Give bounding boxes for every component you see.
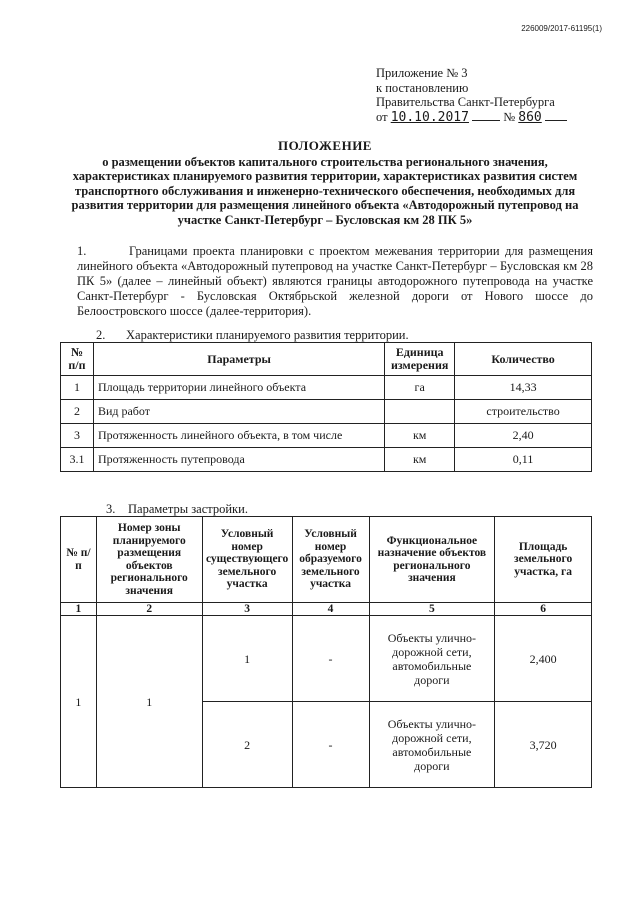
- cell-param: Протяженность путепровода: [93, 448, 384, 472]
- cell-area: 2,400: [495, 616, 592, 702]
- table-row: [61, 376, 592, 400]
- number-prefix: №: [503, 109, 516, 124]
- cell-existing-plot: 2: [202, 702, 292, 788]
- cell-formed-plot: -: [292, 616, 369, 702]
- document-title: [60, 139, 590, 227]
- appendix-line-1: Приложение № 3: [376, 66, 468, 80]
- cell-unit: га: [385, 376, 455, 400]
- cell-unit: км: [385, 424, 455, 448]
- cell-unit: [385, 400, 455, 424]
- column-number-row: [61, 603, 592, 616]
- header-purpose: Функциональное назначение объектов регионального значения: [369, 517, 495, 603]
- section-1-paragraph: [77, 244, 593, 319]
- header-formed-plot: Условный номер образуемого земельного участка: [292, 517, 369, 603]
- section-2-caption: [96, 328, 409, 343]
- date-value: 10.10.2017: [390, 109, 469, 125]
- cell-unit: км: [385, 448, 455, 472]
- header-unit: Единица измерения: [385, 343, 455, 376]
- header-existing-plot: Условный номер существующего земельного участка: [202, 517, 292, 603]
- cell-num: 1: [61, 376, 94, 400]
- column-number: 4: [292, 603, 369, 616]
- cell-purpose: Объекты улично-дорожной сети, автомобильные дороги: [369, 616, 495, 702]
- title-main: ПОЛОЖЕНИЕ: [278, 138, 372, 153]
- cell-num: 2: [61, 400, 94, 424]
- section-1-text: Границами проекта планировки с проектом межевания территории для размещения линейного объекта «Автодорожный путепровод на участке Санкт-Петербург – Бусловская км 28 ПК 5» (далее – линейный объект) являются границы автодорожного путепровода на участке Санкт-Петербург - Бусловская Октябрьской железной дороги от Нового шоссе до Белоостровского шоссе (далее-территория).: [77, 244, 593, 318]
- section-3-title: Параметры застройки.: [128, 502, 248, 516]
- table-header-row: [61, 517, 592, 603]
- header-num: № п/п: [61, 517, 97, 603]
- header-zone: Номер зоны планируемого размещения объектов регионального значения: [96, 517, 202, 603]
- table-row: [61, 400, 592, 424]
- appendix-block: [376, 66, 567, 125]
- section-1-number: 1.: [77, 244, 87, 258]
- table-row: [61, 616, 592, 702]
- title-subtitle: о размещении объектов капитального строительства регионального значения, характеристиках планируемого развития территории, характеристиках развития систем транспортного обслуживания и инженерно-технического обеспечения, необходимых для развития территории для размещения линейного объекта «Автодорожный путепровод на участке Санкт-Петербург – Бусловская км 28 ПК 5»: [71, 154, 579, 227]
- cell-param: Вид работ: [93, 400, 384, 424]
- cell-formed-plot: -: [292, 702, 369, 788]
- header-param: Параметры: [93, 343, 384, 376]
- header-num: № п/п: [61, 343, 94, 376]
- number-value: 860: [518, 109, 542, 125]
- cell-num: 3: [61, 424, 94, 448]
- column-number: 1: [61, 603, 97, 616]
- cell-qty: 0,11: [455, 448, 592, 472]
- cell-area: 3,720: [495, 702, 592, 788]
- section-3-number: 3.: [106, 502, 116, 516]
- section-3-caption: [106, 502, 248, 517]
- section-2-title: Характеристики планируемого развития территории.: [126, 328, 409, 342]
- cell-param: Протяженность линейного объекта, в том числе: [93, 424, 384, 448]
- cell-qty: 2,40: [455, 424, 592, 448]
- appendix-date-line: [376, 110, 567, 126]
- cell-existing-plot: 1: [202, 616, 292, 702]
- column-number: 5: [369, 603, 495, 616]
- building-parameters-table: [60, 516, 592, 788]
- cell-group-num: 1: [61, 616, 97, 788]
- cell-qty: 14,33: [455, 376, 592, 400]
- date-prefix: от: [376, 109, 388, 124]
- column-number: 6: [495, 603, 592, 616]
- column-number: 2: [96, 603, 202, 616]
- section-2-number: 2.: [96, 328, 106, 342]
- cell-purpose: Объекты улично-дорожной сети, автомобильные дороги: [369, 702, 495, 788]
- territory-characteristics-table: [60, 342, 592, 472]
- header-qty: Количество: [455, 343, 592, 376]
- header-area: Площадь земельного участка, га: [495, 517, 592, 603]
- document-number: 226009/2017-61195(1): [521, 24, 602, 33]
- table-header-row: [61, 343, 592, 376]
- appendix-line-3: Правительства Санкт-Петербурга: [376, 95, 555, 109]
- table-row: [61, 448, 592, 472]
- table-row: [61, 424, 592, 448]
- cell-group-zone: 1: [96, 616, 202, 788]
- cell-param: Площадь территории линейного объекта: [93, 376, 384, 400]
- appendix-line-2: к постановлению: [376, 80, 469, 95]
- column-number: 3: [202, 603, 292, 616]
- cell-num: 3.1: [61, 448, 94, 472]
- cell-qty: строительство: [455, 400, 592, 424]
